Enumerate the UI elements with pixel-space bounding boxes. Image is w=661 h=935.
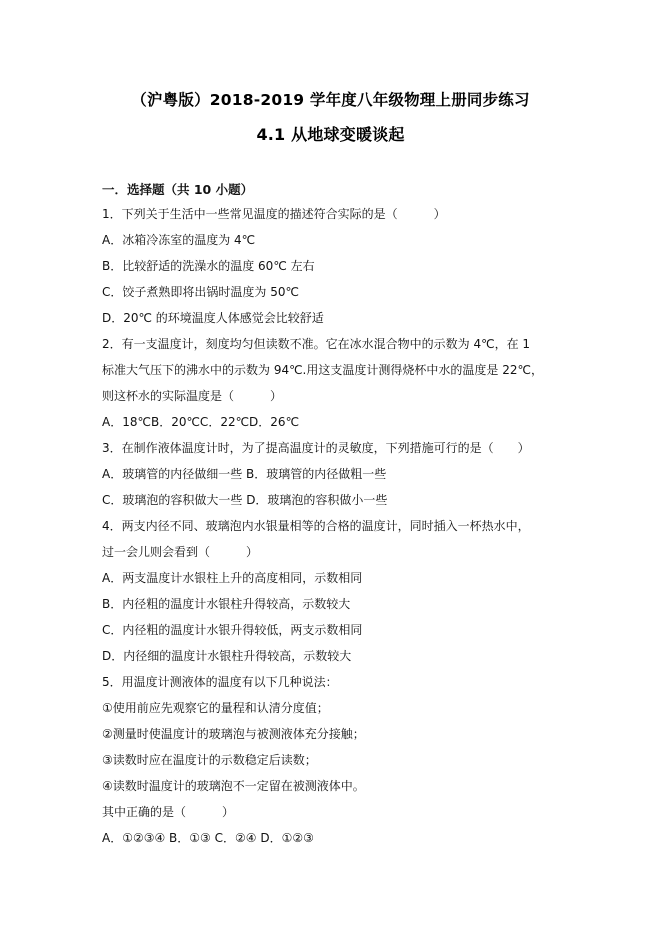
question-2-line-1: 2．有一支温度计，刻度均匀但读数不准。它在冰水混合物中的示数为 4℃，在 1: [102, 337, 531, 351]
question-5-options: A．①②③④ B．①③ C．②④ D．①②③: [102, 831, 314, 845]
question-4-option-d: D．内径细的温度计水银柱升得较高，示数较大: [102, 649, 352, 663]
question-2-line-2: 标准大气压下的沸水中的示数为 94℃.用这支温度计测得烧杯中水的温度是 22℃，: [102, 363, 543, 377]
question-5-statement-3: ③读数时应在温度计的示数稳定后读数；: [102, 753, 317, 767]
question-2-options: A．18℃B．20℃C．22℃D．26℃: [102, 415, 300, 429]
document-subtitle: 4.1 从地球变暖谈起: [256, 125, 405, 144]
question-1-option-c: C．饺子煮熟即将出锅时温度为 50℃: [102, 285, 299, 299]
question-1-option-b: B．比较舒适的洗澡水的温度 60℃ 左右: [102, 259, 315, 273]
question-1: 1．下列关于生活中一些常见温度的描述符合实际的是（ ）: [102, 207, 446, 221]
question-3-options-ab: A．玻璃管的内径做细一些 B．玻璃管的内径做粗一些: [102, 467, 387, 481]
question-4-option-c: C．内径粗的温度计水银升得较低，两支示数相同: [102, 623, 363, 637]
question-3-options-cd: C．玻璃泡的容积做大一些 D．玻璃泡的容积做小一些: [102, 493, 388, 507]
question-5-statement-2: ②测量时使温度计的玻璃泡与被测液体充分接触；: [102, 727, 365, 741]
question-3: 3．在制作液体温度计时，为了提高温度计的灵敏度，下列措施可行的是（ ）: [102, 441, 530, 455]
question-5-statement-1: ①使用前应先观察它的量程和认清分度值；: [102, 701, 329, 715]
question-5-prompt: 其中正确的是（ ）: [102, 805, 235, 819]
question-4-line-2: 过一会儿则会看到（ ）: [102, 545, 259, 559]
question-1-option-d: D．20℃ 的环境温度人体感觉会比较舒适: [102, 311, 324, 325]
question-4-option-a: A．两支温度计水银柱上升的高度相同，示数相同: [102, 571, 363, 585]
question-5: 5．用温度计测液体的温度有以下几种说法：: [102, 675, 338, 689]
question-2-line-3: 则这杯水的实际温度是（ ）: [102, 389, 283, 403]
document-title: （沪粤版）2018-2019 学年度八年级物理上册同步练习: [131, 91, 530, 109]
question-5-statement-4: ④读数时温度计的玻璃泡不一定留在被测液体中。: [102, 779, 365, 793]
section-heading: 一．选择题（共 10 小题）: [102, 182, 254, 197]
question-4-line-1: 4．两支内径不同、玻璃泡内水银量相等的合格的温度计，同时插入一杯热水中，: [102, 519, 530, 533]
question-1-option-a: A．冰箱冷冻室的温度为 4℃: [102, 233, 256, 247]
question-4-option-b: B．内径粗的温度计水银柱升得较高，示数较大: [102, 597, 351, 611]
